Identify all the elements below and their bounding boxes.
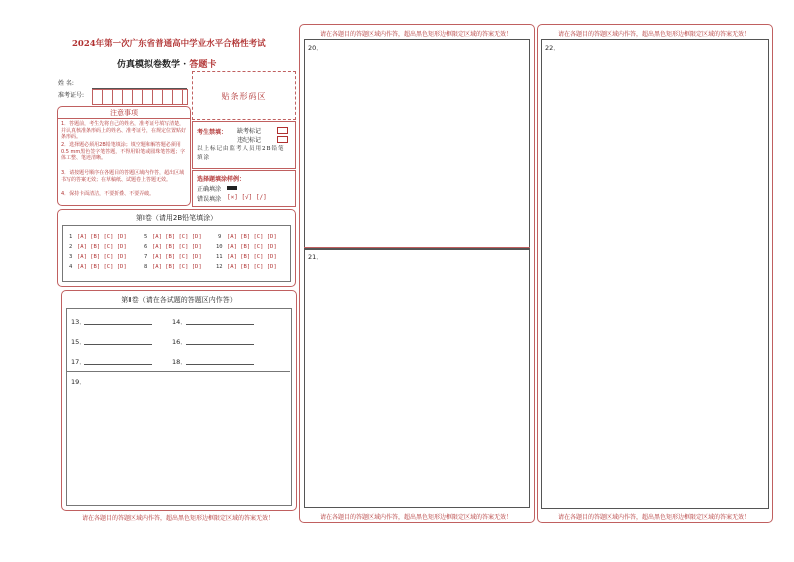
barcode-area[interactable]: [192, 71, 296, 120]
subtitle-red: 答题卡: [189, 60, 217, 70]
part2-title: 第Ⅱ卷（请在各试题的答题区内作答）: [121, 296, 237, 304]
id-label: 准考证号:: [58, 92, 85, 99]
wrong-marks: [×] [√] [/]: [227, 194, 267, 201]
subtitle-main: 仿真模拟卷数学 ·: [117, 60, 190, 70]
q-number: 3: [69, 254, 73, 260]
sheet-subtitle: [117, 57, 216, 70]
col2-header-warning: 请在各题目的答题区域内作答，超出黑色矩形边框限定区域的答案无效！: [319, 31, 512, 38]
notice-item-4: 4．保持卡面清洁，不要折叠、不要弄破。: [61, 191, 155, 197]
part1-section: [57, 209, 296, 287]
q9-options[interactable]: [A] [B] [C] [D]: [227, 234, 277, 240]
part1-title: 第Ⅰ卷（请用2B铅笔填涂）: [135, 214, 218, 222]
id-box-9[interactable]: [173, 90, 183, 104]
correct-label: 正确填涂: [197, 186, 222, 193]
q12-options[interactable]: [A] [B] [C] [D]: [227, 264, 277, 270]
q-number: 4: [69, 264, 73, 270]
q2-options[interactable]: [A] [B] [C] [D]: [77, 244, 127, 250]
notice-item-2: 2．选择题必须用2B铅笔填涂；填空题和解答题必须用0.5 mm黑色签字笔答题，不得用铅笔或圆珠笔答题；字体工整、笔迹清晰。: [61, 142, 186, 161]
q-number: 8: [144, 264, 148, 270]
exam-title: 2024年第一次广东省普通高中学业水平合格性考试: [72, 39, 266, 49]
q20-answer-area[interactable]: [304, 39, 530, 249]
fill-sample-title: 选择题填涂样例：: [197, 176, 246, 183]
q-number: 10: [216, 244, 223, 250]
q22-answer-area[interactable]: [541, 39, 769, 509]
q-number: 1: [69, 234, 73, 240]
id-box-7[interactable]: [153, 90, 163, 104]
id-box-8[interactable]: [163, 90, 173, 104]
id-box-3[interactable]: [113, 90, 123, 104]
col1-footer-warning: 请在各题目的答题区域内作答，超出黑色矩形边框限定区域的答案无效！: [81, 515, 274, 522]
q-number: 5: [144, 234, 148, 240]
q10-options[interactable]: [A] [B] [C] [D]: [227, 244, 277, 250]
id-box-2[interactable]: [103, 90, 113, 104]
id-box-6[interactable]: [143, 90, 153, 104]
q15-answer-line[interactable]: [84, 344, 152, 345]
col2-footer-warning: 请在各题目的答题区域内作答，超出黑色矩形边框限定区域的答案无效！: [319, 514, 512, 521]
q19-label: 19．: [71, 378, 86, 386]
q18-answer-line[interactable]: [186, 364, 254, 365]
correct-fill-sample: [227, 186, 237, 190]
q1-options[interactable]: [A] [B] [C] [D]: [77, 234, 127, 240]
q18-label: 18．: [172, 358, 187, 366]
notice-item-1: 1．答题前，考生先将自己的姓名，准考证号填写清楚，并认真核准条形码上的姓名、准考证号，在规定位置贴好条形码。: [61, 121, 187, 140]
part2-section: [61, 290, 297, 511]
notice-box: [57, 106, 191, 206]
barcode-label: 贴条形码区: [221, 92, 267, 101]
absent-checkbox[interactable]: [277, 127, 288, 134]
q19-answer-area[interactable]: [66, 371, 290, 505]
exam-status-box: [192, 121, 296, 169]
q13-label: 13．: [71, 318, 86, 326]
q14-answer-line[interactable]: [186, 324, 254, 325]
q-number: 9: [218, 234, 222, 240]
notice-divider: [58, 118, 190, 119]
q15-label: 15．: [71, 338, 86, 346]
q4-options[interactable]: [A] [B] [C] [D]: [77, 264, 127, 270]
id-box-1[interactable]: [93, 90, 103, 104]
name-label: 姓 名:: [58, 80, 74, 87]
q3-options[interactable]: [A] [B] [C] [D]: [77, 254, 127, 260]
q-number: 2: [69, 244, 73, 250]
col3-header-warning: 请在各题目的答题区域内作答，超出黑色矩形边框限定区域的答案无效！: [557, 31, 750, 38]
q-number: 11: [216, 254, 223, 260]
exam-status-note: 以上标记由监考人员用2B铅笔填涂: [197, 146, 285, 161]
q17-answer-line[interactable]: [84, 364, 152, 365]
q22-label: 22．: [545, 44, 560, 52]
q6-options[interactable]: [A] [B] [C] [D]: [152, 244, 202, 250]
id-box-5[interactable]: [133, 90, 143, 104]
q17-label: 17．: [71, 358, 86, 366]
q-number: 12: [216, 264, 223, 270]
fill-sample-box: [192, 170, 296, 207]
q16-answer-line[interactable]: [186, 344, 254, 345]
q21-label: 21．: [308, 253, 323, 261]
notice-title: 注意事项: [110, 109, 138, 117]
col3-footer-warning: 请在各题目的答题区域内作答，超出黑色矩形边框限定区域的答案无效！: [557, 514, 750, 521]
wrong-label: 错误填涂: [197, 196, 222, 203]
q11-options[interactable]: [A] [B] [C] [D]: [227, 254, 277, 260]
q14-label: 14．: [172, 318, 187, 326]
id-box-4[interactable]: [123, 90, 133, 104]
absent-label: 缺考标记: [237, 128, 262, 135]
cheat-label: 违纪标记: [237, 137, 262, 144]
q20-label: 20．: [308, 44, 323, 52]
q7-options[interactable]: [A] [B] [C] [D]: [152, 254, 202, 260]
q5-options[interactable]: [A] [B] [C] [D]: [152, 234, 202, 240]
cheat-checkbox[interactable]: [277, 136, 288, 143]
notice-item-3: 3．请按题号顺序在各题目的答题区域内作答，超出区域书写的答案无效；在草稿纸、试题卷上答题无效。: [61, 170, 185, 183]
id-number-boxes[interactable]: [92, 89, 188, 105]
q13-answer-line[interactable]: [84, 324, 152, 325]
exam-status-label: 考生禁填：: [197, 129, 228, 136]
q-number: 7: [144, 254, 148, 260]
q-number: 6: [144, 244, 148, 250]
q20-q21-divider: [304, 247, 530, 248]
q21-answer-area[interactable]: [304, 249, 530, 508]
q16-label: 16．: [172, 338, 187, 346]
q8-options[interactable]: [A] [B] [C] [D]: [152, 264, 202, 270]
